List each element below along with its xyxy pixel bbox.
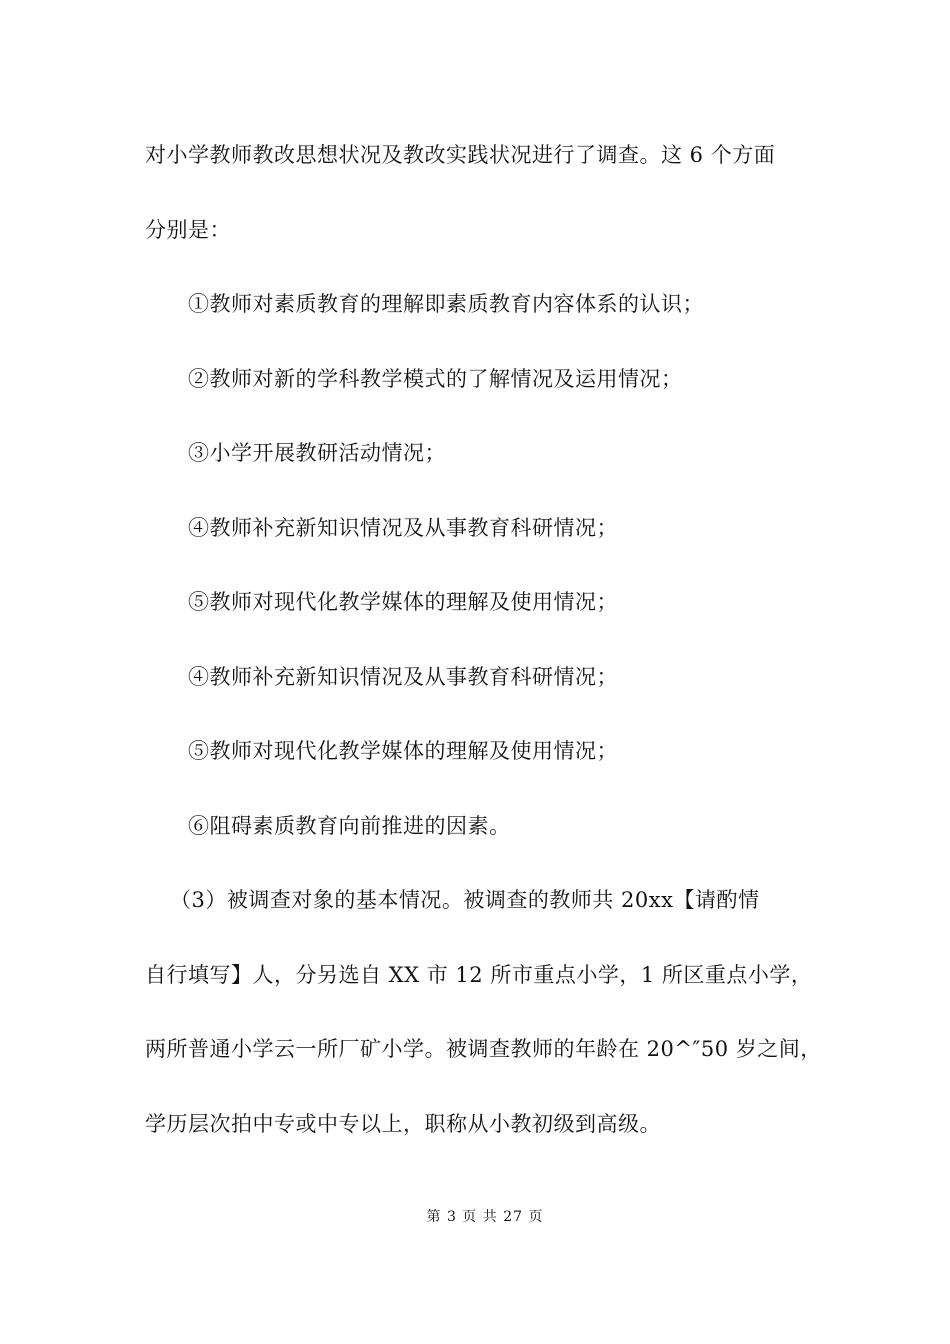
list-item-5: ⑤教师对现代化教学媒体的理解及使用情况； bbox=[188, 590, 618, 614]
paragraph-3-line-2: 自行填写】人，分另选自 XX 市 12 所市重点小学，1 所区重点小学， bbox=[145, 963, 813, 987]
list-item-6: ⑥阻碍素质教育向前推进的因素。 bbox=[188, 814, 511, 838]
list-item-5-repeat: ⑤教师对现代化教学媒体的理解及使用情况； bbox=[188, 739, 618, 763]
paragraph-3-line-3: 两所普通小学云一所厂矿小学。被调查教师的年龄在 20^″50 岁之间， bbox=[145, 1037, 822, 1061]
page-number-footer: 第 3 页 共 27 页 bbox=[426, 1209, 544, 1225]
list-item-1: ①教师对素质教育的理解即素质教育内容体系的认识； bbox=[188, 292, 704, 316]
paragraph-3-line-4: 学历层次拍中专或中专以上，职称从小教初级到高级。 bbox=[145, 1112, 661, 1136]
list-item-3: ③小学开展教研活动情况； bbox=[188, 441, 446, 465]
paragraph-line-1: 对小学教师教改思想状况及教改实践状况进行了调查。这 6 个方面 bbox=[145, 143, 776, 167]
list-item-4: ④教师补充新知识情况及从事教育科研情况； bbox=[188, 516, 618, 540]
paragraph-line-2: 分别是： bbox=[145, 218, 231, 242]
list-item-4-repeat: ④教师补充新知识情况及从事教育科研情况； bbox=[188, 665, 618, 689]
list-item-2: ②教师对新的学科教学模式的了解情况及运用情况； bbox=[188, 367, 683, 391]
paragraph-3-line-1: （3）被调查对象的基本情况。被调查的教师共 20xx【请酌情 bbox=[170, 888, 760, 912]
